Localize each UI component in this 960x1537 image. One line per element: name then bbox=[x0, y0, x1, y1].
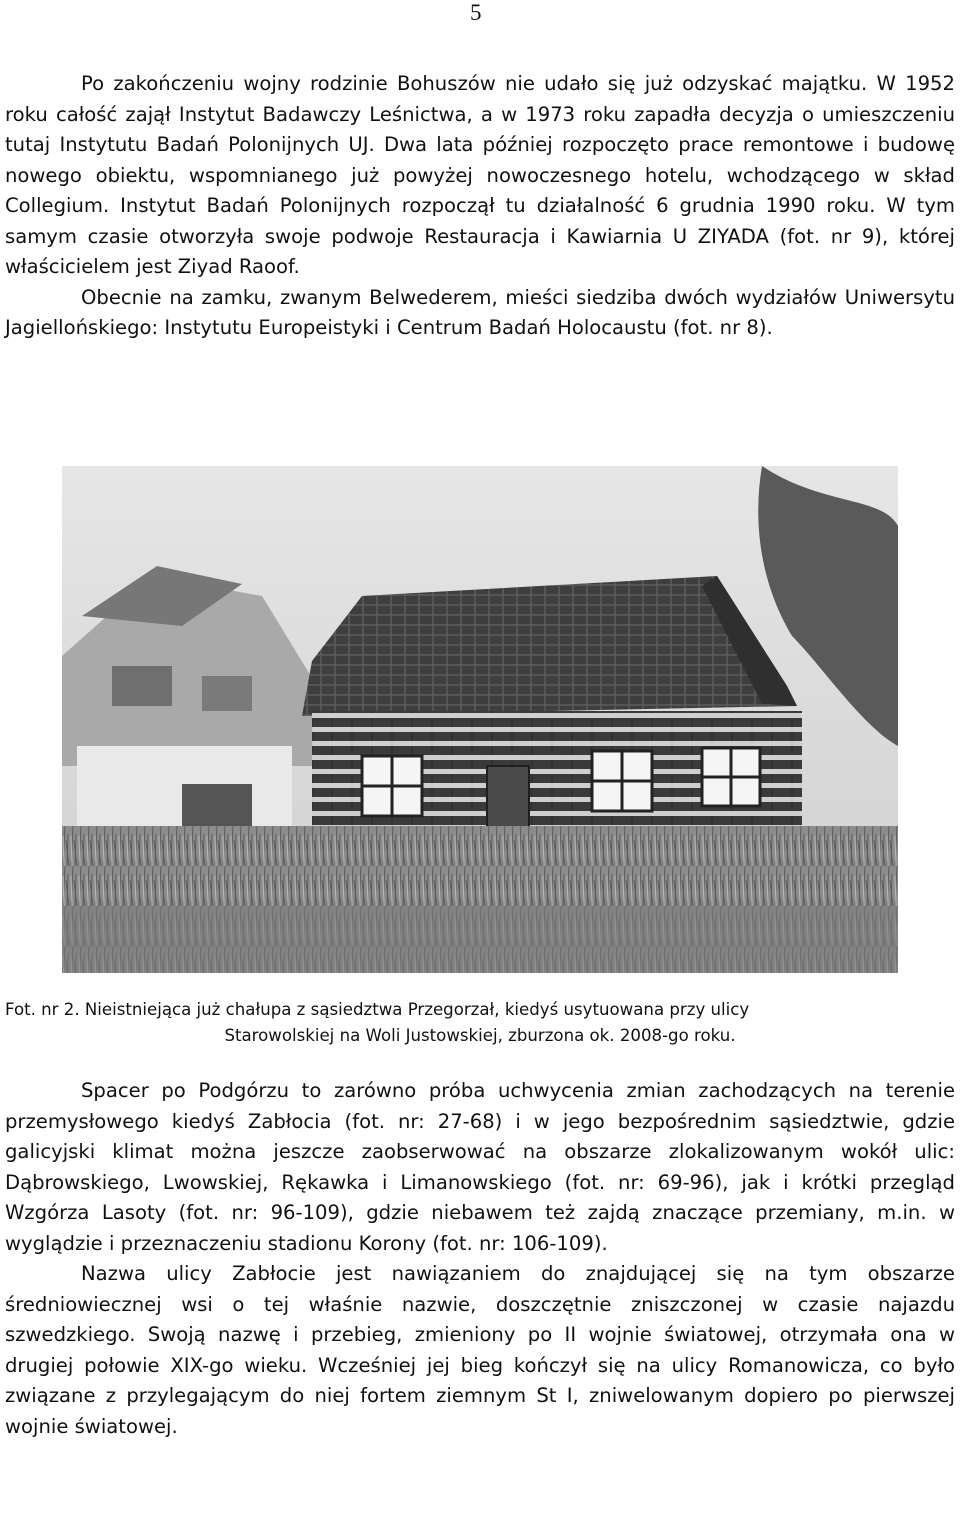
caption-line-1: Fot. nr 2. Nieistniejąca już chałupa z sąsiedztwa Przegorzał, kiedyś usytuowana przy ulicy bbox=[5, 1000, 750, 1019]
house-photo bbox=[62, 466, 898, 973]
paragraph: Spacer po Podgórzu to zarówno próba uchwycenia zmian zachodzących na terenie przemysłowego kiedyś Zabłocia (fot. nr: 27-68) i w jego bezpośrednim sąsiedztwie, gdzie galicyjski klimat można jeszcze zaobserwować na obszarze zlokalizowanym wokół ulic: Dąbrowskiego, Lwowskiej, Rękawka i Limanowskiego (fot. nr: 69-96), jak i krótki przegląd Wzgórza Lasoty (fot. nr: 96-109), gdzie niebawem też zajdą znaczące przemiany, m.in. w wyglądzie i przeznaczeniu stadionu Korony (fot. nr: 106-109). bbox=[5, 1079, 955, 1255]
text-section-2 bbox=[5, 1076, 955, 1442]
paragraph: Po zakończeniu wojny rodzinie Bohuszów nie udało się już odzyskać majątku. W 1952 roku całość zajął Instytut Badawczy Leśnictwa, a w 1973 roku zapadła decyzja o umieszczeniu tutaj Instytutu Badań Polonijnych UJ. Dwa lata później rozpoczęto prace remontowe i budowę nowego obiektu, wspomnianego już powyżej nowoczesnego hotelu, wchodzącego w skład Collegium. Instytut Badań Polonijnych rozpoczął tu działalność 6 grudnia 1990 roku. W tym samym czasie otworzyła swoje podwoje Restauracja i Kawiarnia U ZIYADA (fot. nr 9), której właścicielem jest Ziyad Raoof. bbox=[5, 72, 955, 278]
paragraph: Nazwa ulicy Zabłocie jest nawiązaniem do znajdującej się na tym obszarze średniowiecznej wsi o tej właśnie nazwie, doszczętnie zniszczonej w czasie najazdu szwedzkiego. Swoją nazwę i przebieg, zmieniony po II wojnie światowej, otrzymała ona w drugiej połowie XIX-go wieku. Wcześniej jej bieg kończył się na ulicy Romanowicza, co było związane z przylegającym do niej fortem ziemnym St I, zniwelowanym dopiero po pierwszej wojnie światowej. bbox=[5, 1262, 955, 1438]
caption-line-2: Starowolskiej na Woli Justowskiej, zburzona ok. 2008-go roku. bbox=[224, 1026, 736, 1045]
text-section-1 bbox=[5, 69, 955, 344]
page-number: 5 bbox=[470, 0, 482, 25]
figure-caption bbox=[5, 997, 955, 1049]
paragraph: Obecnie na zamku, zwanym Belwederem, mieści siedziba dwóch wydziałów Uniwersytu Jagiellońskiego: Instytutu Europeistyki i Centrum Badań Holocaustu (fot. nr 8). bbox=[5, 285, 955, 339]
